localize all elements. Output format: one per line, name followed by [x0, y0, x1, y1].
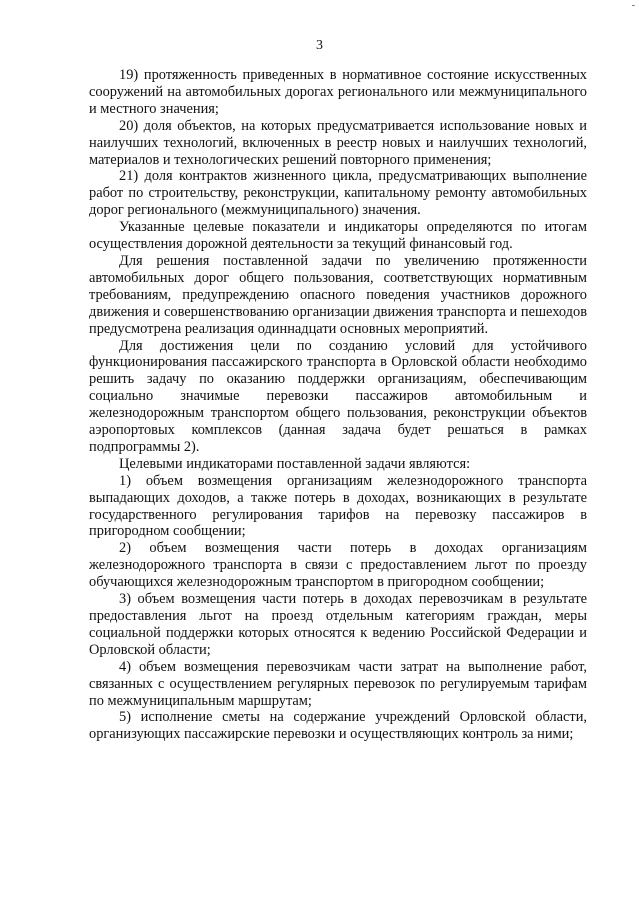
- paragraph-indicator-2: 2) объем возмещения части потерь в доходах организациям железнодорожного транспорта в связи с предоставлением льгот по проезду обучающихся железнодорожным транспортом в пригородном сообщении;: [89, 540, 587, 591]
- document-body: [89, 67, 587, 743]
- paragraph-indicators-note: Указанные целевые показатели и индикаторы определяются по итогам осуществления дорожной деятельности за текущий финансовый год.: [89, 219, 587, 253]
- paragraph-indicator-4: 4) объем возмещения перевозчикам части затрат на выполнение работ, связанных с осуществлением регулярных перевозок по регулируемым тарифам по межмуниципальным маршрутам;: [89, 658, 587, 709]
- paragraph-indicator-5: 5) исполнение сметы на содержание учреждений Орловской области, организующих пассажирские перевозки и осуществляющих контроль за ними;: [89, 709, 587, 743]
- paragraph-item-21: 21) доля контрактов жизненного цикла, предусматривающих выполнение работ по строительству, реконструкции, капитальному ремонту автомобильных дорог регионального (межмуниципального) значения.: [89, 168, 587, 219]
- paragraph-indicator-3: 3) объем возмещения части потерь в доходах перевозчикам в результате предоставления льгот на проезд отдельным категориям граждан, меры социальной поддержки которых относятся к ведению Российской Федерации и Орловской области;: [89, 591, 587, 658]
- page-number: 3: [316, 38, 323, 53]
- paragraph-indicators-heading: Целевыми индикаторами поставленной задачи являются:: [119, 455, 471, 472]
- corner-mark: -: [631, 0, 635, 11]
- paragraph-road-task: Для решения поставленной задачи по увеличению протяженности автомобильных дорог общего пользования, соответствующих нормативным требованиям, предупреждению опасного поведения участников дорожного движения и совершенствованию организации движения транспорта и пешеходов предусмотрена реализация одиннадцати основных мероприятий.: [89, 252, 587, 337]
- paragraph-item-20: 20) доля объектов, на которых предусматривается использование новых и наилучших технологий, включенных в реестр новых и наилучших технологий, материалов и технологических решений повторного применения;: [89, 117, 587, 168]
- paragraph-transport-goal: Для достижения цели по созданию условий для устойчивого функционирования пассажирского транспорта в Орловской области необходимо решить задачу по оказанию поддержки организациям, обеспечивающим социально значимые перевозки пассажиров автомобильным и железнодорожным транспортом общего пользования, реконструкции объектов аэропортовых комплексов (данная задача будет решаться в рамках подпрограммы 2).: [89, 337, 587, 455]
- paragraph-indicator-1: 1) объем возмещения организациям железнодорожного транспорта выпадающих доходов, а также потерь в доходах, возникающих в результате государственного регулирования тарифов на перевозку пассажиров в пригородном сообщении;: [89, 472, 587, 540]
- paragraph-item-19: 19) протяженность приведенных в нормативное состояние искусственных сооружений на автомобильных дорогах регионального или межмуниципального и местного значения;: [89, 67, 587, 117]
